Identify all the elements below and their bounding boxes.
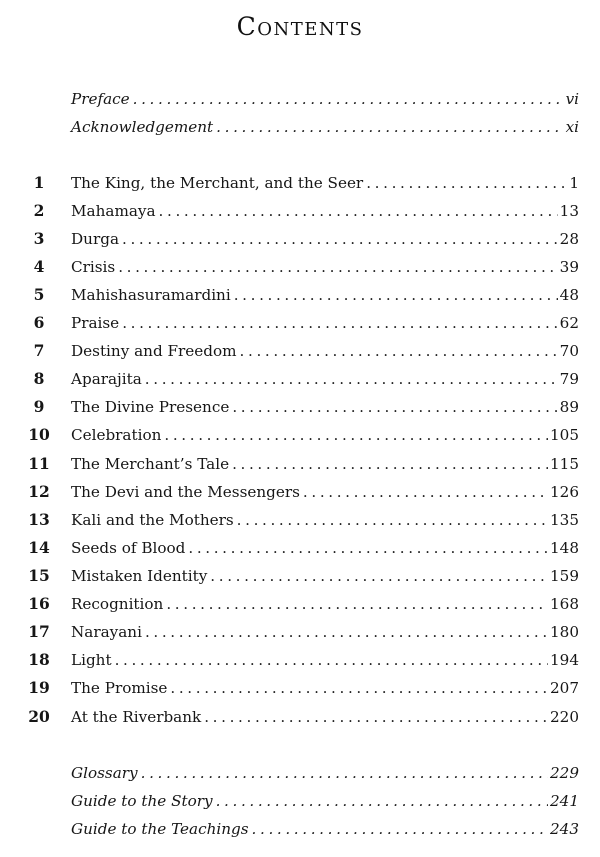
toc-entry-page: 241 — [550, 792, 579, 810]
toc-entry-page: 168 — [550, 595, 579, 613]
leader-dots — [240, 339, 558, 363]
leader-dots — [216, 789, 548, 813]
leader-dots — [234, 283, 558, 307]
leader-dots — [188, 536, 548, 560]
toc-entry-page: 148 — [550, 539, 579, 557]
leader-dots — [170, 676, 548, 700]
toc-entry-title: The Divine Presence — [71, 398, 230, 416]
toc-entry-page: 13 — [559, 202, 579, 220]
leader-dots — [252, 817, 548, 841]
toc-entry-title: The Promise — [71, 679, 168, 697]
toc-entry-title: Aparajita — [71, 370, 142, 388]
toc-entry-page: 48 — [559, 286, 579, 304]
chapter-number: 13 — [28, 510, 50, 529]
chapter-number: 18 — [28, 650, 50, 669]
leader-dots — [216, 115, 563, 139]
toc-entry-page: 39 — [559, 258, 579, 276]
leader-dots — [145, 620, 548, 644]
toc-entry-page: 243 — [550, 820, 579, 838]
toc-entry-page: 28 — [559, 230, 579, 248]
leader-dots — [145, 367, 558, 391]
chapter-number: 19 — [28, 678, 50, 697]
page-title: Contents — [236, 12, 364, 41]
chapter-number: 4 — [33, 257, 45, 276]
toc-entry-title: Mistaken Identity — [71, 567, 208, 585]
leader-dots — [159, 199, 558, 223]
leader-dots — [133, 87, 564, 111]
toc-entry-page: 126 — [550, 483, 579, 501]
toc-entry-title: Acknowledgement — [71, 118, 214, 136]
leader-dots — [122, 227, 558, 251]
leader-dots — [232, 395, 557, 419]
toc-entry-title: Light — [71, 651, 112, 669]
leader-dots — [366, 171, 567, 195]
toc-entry-page: 105 — [550, 426, 579, 444]
toc-entry-title: Mahishasuramardini — [71, 286, 231, 304]
toc-entry-page: xi — [565, 118, 579, 136]
toc-entry-title: Recognition — [71, 595, 164, 613]
chapter-number: 12 — [28, 482, 50, 501]
toc-entry-title: Mahamaya — [71, 202, 156, 220]
toc-entry-page: 79 — [559, 370, 579, 388]
chapter-number: 6 — [33, 313, 45, 332]
toc-entry-title: Kali and the Mothers — [71, 511, 234, 529]
toc-entry-page: 135 — [550, 511, 579, 529]
chapter-number: 16 — [28, 594, 50, 613]
toc-entry-page: 62 — [559, 314, 579, 332]
leader-dots — [166, 592, 548, 616]
chapter-number: 8 — [33, 369, 45, 388]
toc-entry-title: The Merchant’s Tale — [71, 455, 230, 473]
toc-entry-page: 159 — [550, 567, 579, 585]
chapter-number: 5 — [33, 285, 45, 304]
toc-entry-page: 194 — [550, 651, 579, 669]
toc-entry-page: 115 — [550, 455, 579, 473]
leader-dots — [237, 508, 548, 532]
leader-dots — [141, 761, 548, 785]
leader-dots — [232, 452, 548, 476]
chapter-number: 11 — [28, 454, 50, 473]
toc-entry-title: Destiny and Freedom — [71, 342, 237, 360]
toc-entry-title: Preface — [71, 90, 130, 108]
toc-entry-title: Durga — [71, 230, 119, 248]
chapter-number: 17 — [28, 622, 50, 641]
toc-entry-title: Guide to the Teachings — [71, 820, 249, 838]
toc-entry-title: At the Riverbank — [71, 708, 202, 726]
chapter-number: 10 — [28, 425, 50, 444]
toc-entry-page: vi — [565, 90, 579, 108]
toc-entry-title: Praise — [71, 314, 120, 332]
toc-entry-title: The King, the Merchant, and the Seer — [71, 174, 364, 192]
leader-dots — [122, 311, 557, 335]
toc-entry-page: 70 — [559, 342, 579, 360]
toc-entry-page: 89 — [559, 398, 579, 416]
leader-dots — [303, 480, 548, 504]
chapter-number: 1 — [33, 173, 45, 192]
leader-dots — [164, 423, 548, 447]
chapter-number: 20 — [28, 707, 50, 726]
toc-entry-title: Crisis — [71, 258, 116, 276]
leader-dots — [204, 705, 548, 729]
leader-dots — [118, 255, 557, 279]
toc-entry-title: Narayani — [71, 623, 142, 641]
chapter-number: 15 — [28, 566, 50, 585]
chapter-number: 2 — [33, 201, 45, 220]
toc-entry-page: 220 — [550, 708, 579, 726]
toc-entry-title: Guide to the Story — [71, 792, 213, 810]
toc-entry-page: 1 — [569, 174, 579, 192]
toc-entry-title: The Devi and the Messengers — [71, 483, 300, 501]
chapter-number: 3 — [33, 229, 45, 248]
toc-entry-title: Glossary — [71, 764, 138, 782]
toc-entry-page: 180 — [550, 623, 579, 641]
leader-dots — [115, 648, 548, 672]
toc-entry-page: 229 — [550, 764, 579, 782]
chapter-number: 9 — [33, 397, 45, 416]
toc-entry-title: Celebration — [71, 426, 162, 444]
toc-entry-page: 207 — [550, 679, 579, 697]
leader-dots — [210, 564, 548, 588]
chapter-number: 14 — [28, 538, 50, 557]
toc-entry-title: Seeds of Blood — [71, 539, 186, 557]
chapter-number: 7 — [33, 341, 45, 360]
